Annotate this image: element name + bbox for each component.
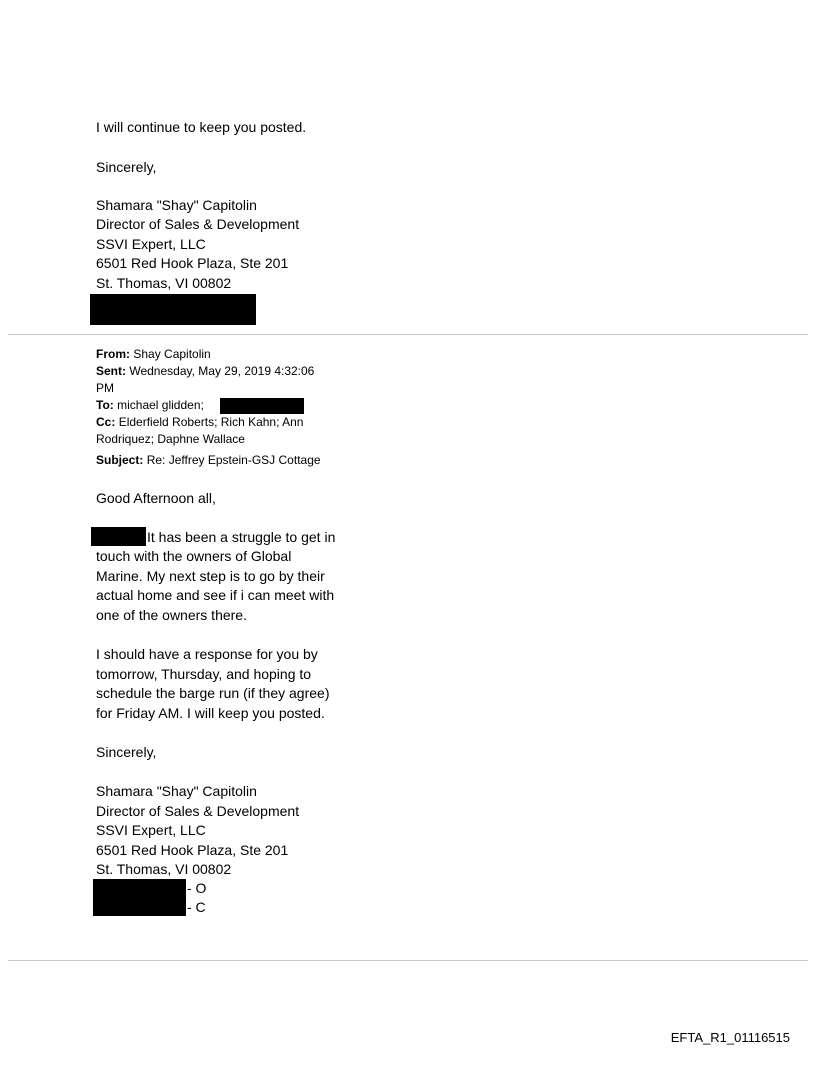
divider (8, 334, 808, 335)
signature-title-top: Director of Sales & Development (96, 216, 300, 232)
signature-company-top: SSVI Expert, LLC (96, 236, 206, 252)
redaction-block (220, 398, 304, 414)
header-cc-cont: Rodriquez; Daphne Wallace (96, 432, 245, 446)
body-p1-line: one of the owners there. (96, 607, 247, 623)
divider (8, 960, 808, 961)
signature-title: Director of Sales & Development (96, 803, 300, 819)
header-cc: Cc: Elderfield Roberts; Rich Kahn; Ann (96, 415, 304, 429)
signature-address-top: 6501 Red Hook Plaza, Ste 201 (96, 255, 289, 271)
redaction-block (93, 879, 186, 916)
body-p2-line: schedule the barge run (if they agree) (96, 685, 330, 701)
signature-city: St. Thomas, VI 00802 (96, 861, 232, 877)
closing-top: Sincerely, (96, 159, 157, 175)
document-id: EFTA_R1_01116515 (670, 1030, 790, 1045)
body-p2-line: for Friday AM. I will keep you posted. (96, 705, 325, 721)
redaction-block (90, 294, 256, 325)
signature-company: SSVI Expert, LLC (96, 822, 206, 838)
body-p2-line: I should have a response for you by (96, 646, 318, 662)
phone-cell-label: - C (187, 899, 206, 915)
header-sent: Sent: Wednesday, May 29, 2019 4:32:06 (96, 364, 315, 378)
body-p1-line: It has been a struggle to get in (147, 529, 336, 545)
body-p1-line: actual home and see if i can meet with (96, 587, 335, 603)
header-sent-cont: PM (96, 381, 114, 395)
body-p1-line: touch with the owners of Global (96, 548, 292, 564)
body-p1-line: Marine. My next step is to go by their (96, 568, 325, 584)
header-from: From: Shay Capitolin (96, 347, 211, 361)
signature-name: Shamara "Shay" Capitolin (96, 783, 257, 799)
greeting: Good Afternoon all, (96, 490, 216, 506)
posted-line: I will continue to keep you posted. (96, 119, 307, 135)
body-p2-line: tomorrow, Thursday, and hoping to (96, 666, 312, 682)
signature-city-top: St. Thomas, VI 00802 (96, 275, 232, 291)
phone-office-label: - O (187, 880, 207, 896)
header-subject: Subject: Re: Jeffrey Epstein-GSJ Cottage (96, 453, 321, 467)
header-to: To: michael glidden; (96, 398, 204, 412)
signature-address: 6501 Red Hook Plaza, Ste 201 (96, 842, 289, 858)
signature-name-top: Shamara "Shay" Capitolin (96, 197, 257, 213)
redaction-block (91, 527, 146, 546)
closing-body: Sincerely, (96, 744, 157, 760)
